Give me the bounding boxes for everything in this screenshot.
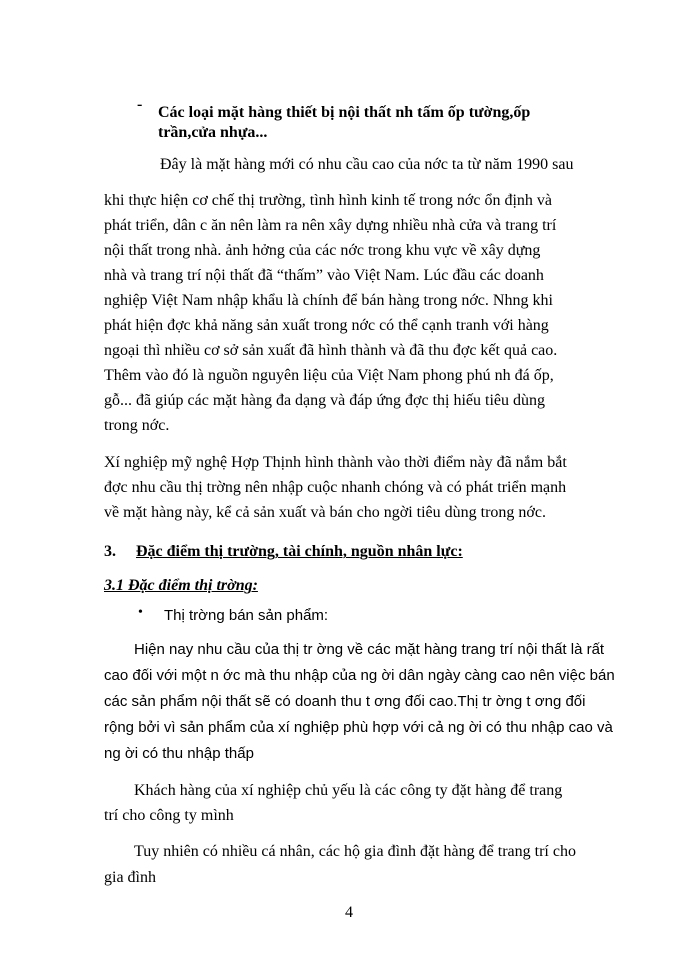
section-3-number: 3. — [104, 543, 116, 560]
paragraph-line: Đây là mặt hàng mới có nhu cầu cao của nớc ta từ năm 1990 sau — [160, 156, 574, 173]
bullet-text: Thị trờng bán sản phẩm: — [164, 607, 329, 624]
paragraph-line: trong nớc. — [104, 417, 170, 434]
paragraph-line: phát hiện đợc khả năng sản xuất trong nớc có thể cạnh tranh với hàng — [104, 317, 549, 334]
paragraph-line: khi thực hiện cơ chế thị trường, tình hình kinh tế trong nớc ổn định và — [104, 192, 552, 209]
paragraph-line: nội thất trong nhà. ảnh hởng của các nớc trong khu vực về xây dựng — [104, 242, 541, 259]
paragraph-line: đợc nhu cầu thị trờng nên nhập cuộc nhanh chóng và có phát triển mạnh — [104, 479, 567, 496]
section-3-1-title: 3.1 Đặc điểm thị trờng: — [104, 577, 258, 594]
dash-bullet: - — [137, 96, 143, 113]
paragraph-line: rộng bởi vì sản phẩm của xí nghiệp phù hợp với cả ng ời có thu nhập cao và — [104, 719, 613, 736]
paragraph-line: ngoại thì nhiều cơ sở sản xuất đã hình thành và đã thu đợc kết quả cao. — [104, 342, 558, 359]
intro-heading-line-2: trần,cửa nhựa... — [158, 124, 268, 141]
paragraph-line: gỗ... đã giúp các mặt hàng đa dạng và đáp ứng đợc thị hiếu tiêu dùng — [104, 392, 546, 409]
paragraph-line: ng ời có thu nhập thấp — [104, 745, 254, 762]
paragraph-line: nghiệp Việt Nam nhập khẩu là chính để bán hàng trong nớc. Nhng khi — [104, 292, 553, 309]
paragraph-line: Hiện nay nhu cầu của thị tr ờng về các mặt hàng trang trí nội thất là rất — [134, 641, 605, 658]
paragraph-line: trí cho công ty mình — [104, 807, 234, 824]
paragraph-line: cao đối với một n ớc mà thu nhập của ng ời dân ngày càng cao nên việc bán — [104, 667, 615, 684]
paragraph-line: Xí nghiệp mỹ nghệ Hợp Thịnh hình thành vào thời điểm này đã nắm bắt — [104, 454, 567, 471]
paragraph-line: các sản phẩm nội thất sẽ có doanh thu t ơng đối cao.Thị tr ờng t ơng đối — [104, 693, 586, 710]
bullet-symbol: • — [138, 605, 143, 620]
paragraph-line: Tuy nhiên có nhiều cá nhân, các hộ gia đình đặt hàng để trang trí cho — [134, 843, 576, 860]
paragraph-line: phát triển, dân c ăn nên làm ra nên xây dựng nhiều nhà cửa và trang trí — [104, 217, 557, 234]
paragraph-line: nhà và trang trí nội thất đã “thấm” vào Việt Nam. Lúc đầu các doanh — [104, 267, 544, 284]
paragraph-line: Thêm vào đó là nguồn nguyên liệu của Việt Nam phong phú nh đá ốp, — [104, 367, 554, 384]
paragraph-line: gia đình — [104, 869, 156, 886]
page-number: 4 — [345, 904, 353, 921]
intro-heading-line-1: Các loại mặt hàng thiết bị nội thất nh tấm ốp tường,ốp — [158, 104, 531, 121]
paragraph-line: về mặt hàng này, kể cả sản xuất và bán cho ngời tiêu dùng trong nớc. — [104, 504, 546, 521]
section-3-title: Đặc điểm thị trường, tài chính, nguồn nhân lực: — [136, 543, 463, 560]
paragraph-line: Khách hàng của xí nghiệp chủ yếu là các công ty đặt hàng để trang — [134, 782, 563, 799]
